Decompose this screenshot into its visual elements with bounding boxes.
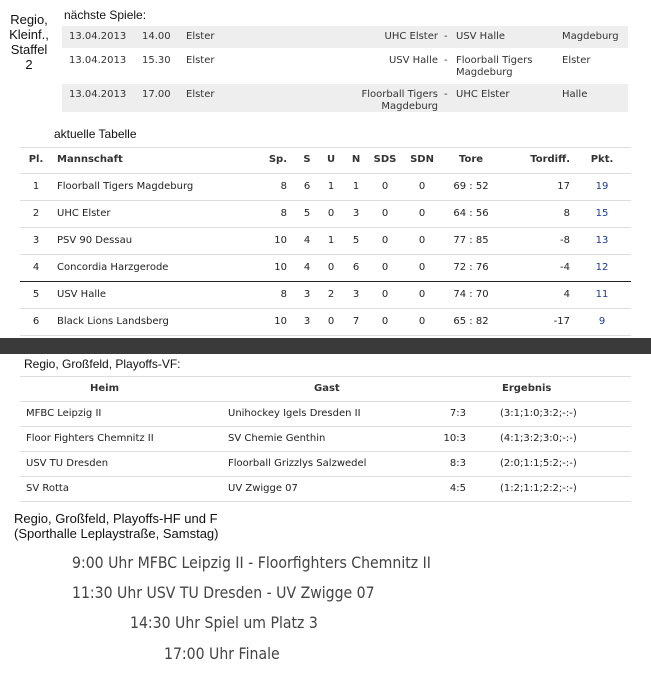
schedule-line: 17:00 Uhr Finale	[164, 644, 280, 663]
schedule-line: 11:30 Uhr USV TU Dresden - UV Zwigge 07	[72, 583, 375, 602]
table-row: 4 Concordia Harzgerode 10 4 0 6 0 0 72 : 76 -4 12	[20, 255, 631, 282]
playoffs-hf-title: Regio, Großfeld, Playoffs-HF und F (Sporthalle Leplaystraße, Samstag)	[14, 511, 219, 541]
schedule-line: 9:00 Uhr MFBC Leipzig II - Floorfighters Chemnitz II	[72, 553, 431, 572]
table-row: 1 Floorball Tigers Magdeburg 8 6 1 1 0 0 69 : 52 17 19	[20, 174, 631, 201]
table-row: 5 USV Halle 8 3 2 3 0 0 74 : 70 4 11	[20, 282, 631, 309]
league-label: Regio, Kleinf., Staffel 2	[9, 12, 49, 72]
table-row: 2 UHC Elster 8 5 0 3 0 0 64 : 56 8 15	[20, 201, 631, 228]
playoffs-vf-title: Regio, Großfeld, Playoffs-VF:	[24, 357, 181, 371]
playoffs-vf-table	[20, 376, 631, 502]
game-row: 13.04.2013 17.00 Elster Floorball Tigers Magdeburg - UHC Elster Halle	[62, 84, 628, 112]
section-divider	[0, 338, 651, 354]
standings-title: aktuelle Tabelle	[54, 127, 137, 141]
table-row: USV TU Dresden Floorball Grizzlys Salzwedel 8:3 (2:0;1:1;5:2;-:-)	[20, 452, 631, 477]
table-row: SV Rotta UV Zwigge 07 4:5 (1:2;1:1;2:2;-:-)	[20, 477, 631, 502]
standings-table	[20, 147, 631, 336]
table-header-row: Heim Gast Ergebnis	[20, 376, 631, 402]
table-row: 6 Black Lions Landsberg 10 3 0 7 0 0 65 : 82 -17 9	[20, 309, 631, 336]
upcoming-games-title: nächste Spiele:	[64, 8, 147, 22]
table-row: MFBC Leipzig II Unihockey Igels Dresden II 7:3 (3:1;1:0;3:2;-:-)	[20, 402, 631, 427]
table-header-row: Pl. Mannschaft Sp. S U N SDS SDN Tore Tordiff. Pkt.	[20, 147, 631, 174]
table-row: 3 PSV 90 Dessau 10 4 1 5 0 0 77 : 85 -8 13	[20, 228, 631, 255]
game-row: 13.04.2013 15.30 Elster USV Halle - Floorball Tigers Magdeburg Elster	[62, 50, 628, 82]
game-row: 13.04.2013 14.00 Elster UHC Elster - USV Halle Magdeburg	[62, 26, 628, 48]
schedule-line: 14:30 Uhr Spiel um Platz 3	[130, 613, 318, 632]
table-row: Floor Fighters Chemnitz II SV Chemie Genthin 10:3 (4:1;3:2;3:0;-:-)	[20, 427, 631, 452]
